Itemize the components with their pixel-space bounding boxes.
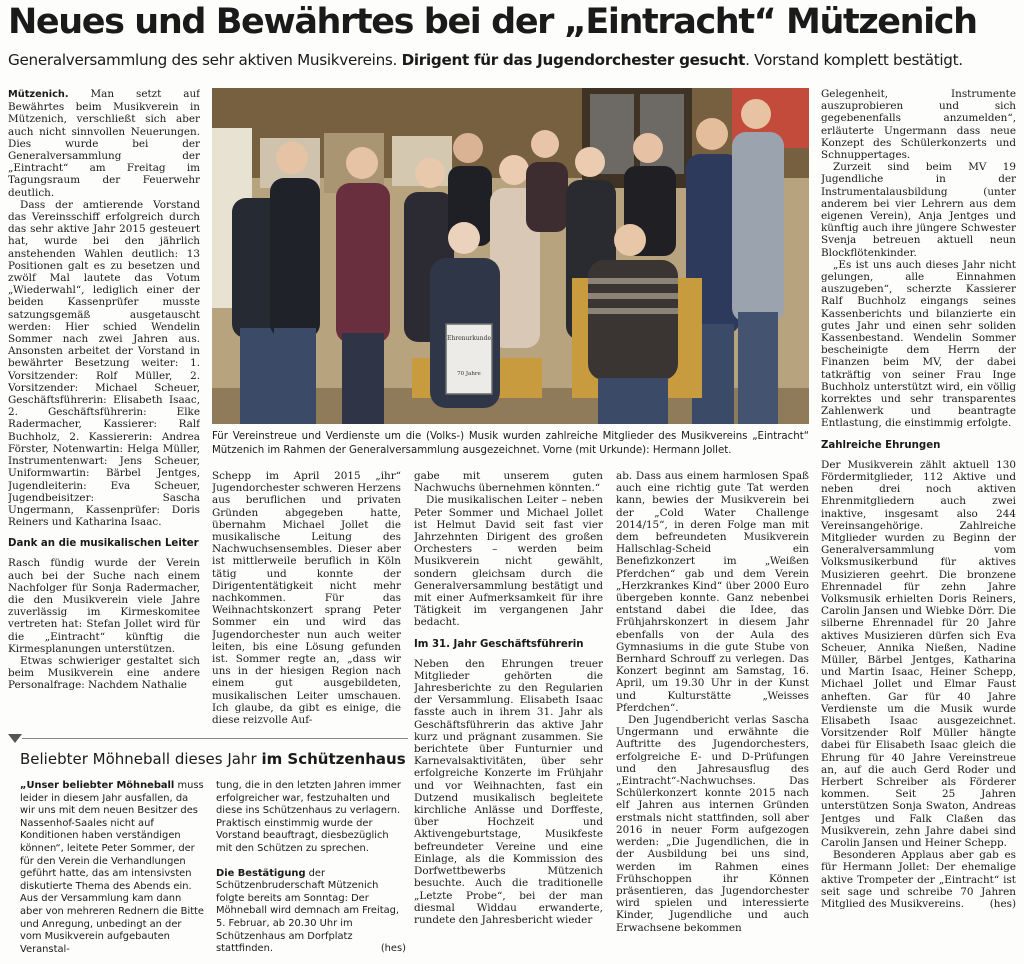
subheading: Zahlreiche Ehrungen (821, 439, 941, 451)
subheading: Dank an die musikalischen Leiter (8, 538, 199, 550)
info-box (8, 734, 408, 960)
paragraph: Schepp im April 2015 „ihr“ Jugendorchester schweren Herzens aus beruflichen und privaten Gründen abgegeben hatte, übernahm Michael Jollet die musikalische Leitung des Nachwuchsensembles. Dieser aber ist mittlerweile beruflich in Köln tätig und konnte der Dirigententätigkeit nicht mehr nachkommen. Für das Weihnachtskonzert sprang Peter Sommer ein und wird das Jugendorchester nun auch weiter leiten, bis eine Lösung gefunden ist. Sommer regte an, „dass wir uns in der hiesigen Region nach einem gut ausgebildeten, musikalischen Leiter umschauen. Ich glaube, da gibt es einige, die diese reizvolle Auf- (212, 470, 401, 726)
paragraph: Die musikalischen Leiter – neben Peter Sommer und Michael Jollet ist Helmut David seit fast vier Jahrzehnten Dirigent des großen Orchesters – werden beim Musikverein nicht gewählt, sondern gleichsam durch die Generalversammlung bestätigt und mit einer Aufmerksamkeit für ihre Tätigkeit im vergangenen Jahr bedacht. (414, 494, 603, 629)
paragraph: Etwas schwieriger gestaltet sich beim Musikverein eine andere Personalfrage: Nachdem Nathalie (8, 654, 200, 692)
paragraph: Gelegenheit, Instrumente auszuprobieren und sich gegebenenfalls anzumelden“, erläuterte Ungermann dass neue Konzept des Schülerkonzerts und Schnuppertages. (821, 88, 1016, 162)
box-title-part2: im Schützenhaus (261, 750, 406, 768)
box-column-1 (20, 780, 206, 956)
box-text: muss leider in diesem Jahr ausfallen, da wir uns mit dem neuen Besitzer des Nassenhof-Saales nicht auf Konditionen haben verständigen können“, leitete Peter Sommer, der für den Verein die Verhandlungen geführt hatte, das am intensivsten diskutierte Thema des Abends ein. Aus der Versammlung kam dann aber von mehreren Rednern die Bitte und Anregung, unbedingt an der vom Musikverein aufgebauten Veranstal- (20, 780, 205, 955)
group-photo-illustration (212, 88, 809, 424)
article-subtitle (8, 48, 1018, 72)
dateline: Mützenich. (8, 89, 69, 100)
subtitle-part3: . Vorstand komplett bestätigt. (745, 51, 963, 69)
group-photo (212, 88, 809, 424)
photo-caption: Für Vereinstreue und Verdienste um die (Volks-) Musik wurden zahlreiche Mitglieder des Musikvereins „Eintracht“ Mützenich im Rahmen der Generalversammlung ausgezeichnet. Vorne (mit Urkunde): Hermann Jollet. (212, 431, 809, 456)
box-paragraph (216, 868, 406, 956)
paragraph: Zurzeit sind beim MV 19 Jugendliche in der Instrumentalausbildung (unter anderem bei vier Lehrern aus dem eigenen Verein), Anja Jentges und künftig auch ihre jüngere Schwester Svenja betreuen aktuell neun Blockflötenkinder. (821, 161, 1016, 259)
column-5 (821, 88, 1016, 960)
column-4 (616, 470, 809, 960)
paragraph: Neben den Ehrungen treuer Mitglieder gehörten die Jahresberichte zu den Regularien der Versammlung. Elisabeth Isaac fasste auch in ihrem 31. Jahr als Geschäftsführerin das aktive Jahr kurz und prägnant zusammen. Sie berichtete über Funturnier und Karnevalsaktivitäten, über sehr erfolgreiche Konzerte im Frühjahr und vor Weihnachten, fast ein Dutzend musikalisch begleitete kirchliche Anlässe und Dorffeste, über Hochzeit und Aktivengeburtstage, Musikfeste befreundeter Vereine und eine Einlage, als die Kommission des Dorfwettbewerbs Mützenich besuchte. Auch die traditionelle „Letzte Probe“, bei der man diesmal Widdau erwanderte, rundete den Jahresbericht wieder (414, 657, 603, 926)
paragraph: ab. Dass aus einem harmlosen Spaß auch eine richtig gute Tat werden kann, bewies der Musikverein bei der „Cold Water Challenge 2014/15“, in deren Folge man mit dem befreundeten Musikverein Hallschlag-Scheid ein Benefizkonzert im „Weißen Pferdchen“ gab und dem Verein „Herzkrankes Kind“ über 2000 Euro übergeben konnte. Ganz nebenbei entstand dabei die Idee, das Frühjahrskonzert in diesem Jahr ebenfalls von der Aula des Gymnasiums in die gute Stube von Bernhard Schrouff zu verlegen. Das Konzert beginnt am Samstag, 16. April, um 19.30 Uhr in der Kunst und Kulturstätte „Weisses Pferdchen“. (616, 470, 809, 714)
triangle-marker-icon (8, 734, 22, 743)
paragraph: Rasch fündig wurde der Verein auch bei der Suche nach einem Nachfolger für Sonja Radermacher, die den Musikverein viele Jahre zuverlässig im Kirmeskomitee vertreten hat: Stefan Jollet wird für die „Eintracht“ künftig die Kirmesplanungen unterstützen. (8, 557, 200, 655)
box-paragraph: tung, die in den letzten Jahren immer erfolgreicher war, festzuhalten und diese ins Schützenhaus zu verlagern. Praktisch einstimmig wurde der Vorstand beauftragt, diesbezüglich mit den Schützen zu sprechen. (216, 780, 401, 854)
column-2 (212, 470, 401, 726)
paragraph (821, 849, 1016, 910)
certificate-years: 70 Jahre (457, 371, 481, 377)
paragraph (8, 88, 200, 199)
paragraph-text: Man setzt auf Bewährtes beim Musikverein in Mützenich, verschließt sich aber auch nicht sinnvollen Neuerungen. Dies wurde bei der Generalversammlung der „Eintracht“ am Freitag im Tagungsraum der Feuerwehr deutlich. (8, 88, 200, 199)
box-signature: (hes) (380, 943, 406, 955)
box-paragraph (20, 780, 206, 956)
box-title (20, 749, 408, 769)
column-1 (8, 88, 200, 728)
subtitle-part1: Generalversammlung des sehr aktiven Musikvereins. (8, 51, 402, 69)
paragraph: „Es ist uns auch dieses Jahr nicht gelungen, alle Einnahmen auszugeben“, scherzte Kassierer Ralf Buchholz eingangs seines Kassenberichts und bilanzierte ein gutes Jahr und einen sehr soliden Kassenbestand. Wendelin Sommer bescheinigte dem Herrn der Finanzen beim MV, der dabei tatkräftig von seiner Frau Inge Buchholz unterstützt wird, ein völlig korrektes und sehr transparentes Zahlenwerk und beantragte Entlastung, die einstimmig erfolgte. (821, 258, 1016, 430)
subtitle-part2: Dirigent für das Jugendorchester gesucht (401, 51, 746, 69)
paragraph: Der Musikverein zählt aktuell 130 Fördermitglieder, 112 Aktive und neben drei noch aktiven Ehrenmitgliedern auch zwei inaktive, insgesamt also 244 Vereinsangehörige. Zahlreiche Mitglieder wurden zu Beginn der Generalversammlung vom Volksmusikerbund für aktives Musizieren geehrt. Die bronzene Ehrennadel für zehn Jahre Volksmusik erhielten Doris Reiners, Carolin Jansen und Wiebke Dörr. Die silberne Ehrennadel für 20 Jahre aktives Musizieren dürfen sich Eva Scheuer, Annika Nießen, Nadine Müller, Bärbel Jentges, Katharina und Martin Isaac, Heiner Schepp, Michael Jollet und Elmar Faust anheften. Gar für 40 Jahre Verdienste um die Musik wurde Elisabeth Isaac ausgezeichnet. Vorsitzender Rolf Müller hängte dabei für Elisabeth Isaac gleich die Ehrung für 40 Jahre Vereinstreue an, auf die auch Gerd Roder und Herbert Schreiber als Förderer kommen. Seit 25 Jahren unterstützen Sonja Swaton, Andreas Jentges und Falk Claßen das Musikverein, zehn Jahre dabei sind Carolin Jansen und Heiner Schepp. (821, 458, 1016, 849)
subheading: Im 31. Jahr Geschäftsführerin (414, 638, 584, 650)
box-text: der Schützenbruderschaft Mützenich folgte bereits am Sonntag: Der Möhneball wird demnach am Freitag, 5. Februar, ab 20.30 Uhr im Schützenhaus am Dorfplatz stattfinden. (216, 867, 400, 955)
box-title-part1: Beliebter Möhneball dieses Jahr (20, 750, 262, 768)
paragraph-text: Besonderen Applaus aber gab es für Hermann Jollet: Der ehemalige aktive Trompeter der „Eintracht“ ist seit sage und schreibe 70 Jahren Mitglied des Musikvereins. (821, 849, 1016, 910)
column-3 (414, 470, 603, 960)
box-column-2 (216, 780, 406, 956)
certificate-title: Ehrenurkunde (446, 335, 492, 342)
author-signature: (hes) (989, 898, 1016, 910)
box-divider (22, 738, 408, 739)
box-lead: Die Bestätigung (216, 867, 306, 879)
paragraph: gabe mit unserem guten Nachwuchs übernehmen könnten.“ (414, 470, 603, 495)
box-lead: „Unser beliebter Möhneball (20, 780, 175, 791)
paragraph: Den Jugendbericht verlas Sascha Ungermann und erwähnte die Auftritte des Jugendorchesters, erfolgreiche E- und D-Prüfungen und den Jahresausflug des „Eintracht“-Nachwuchses. Das Schülerkonzert konnte 2015 nach elf Jahren aus internen Gründen erstmals nicht stattfinden, soll aber 2016 in neuer Form aufgezogen werden: „Die Jugendlichen, die in der Ausbildung bei uns sind, werden im Rahmen eines Frühschoppen ihr Können präsentieren, das Jugendorchester wird spielen und interessierte Kinder, Jugendliche und auch Erwachsene bekommen (616, 714, 809, 934)
paragraph: Dass der amtierende Vorstand das Vereinsschiff erfolgreich durch das sehr aktive Jahr 2015 gesteuert hat, wurde bei den jährlich anstehenden Wahlen deutlich: 13 Positionen galt es zu besetzen und zwölf Mal lautete das Votum „Wiederwahl“, lediglich einer der beiden Kassenprüfer musste satzungsgemäß ausgetauscht werden: Hier schied Wendelin Sommer nach zwei Jahren aus. Ansonsten arbeitet der Vorstand in bewährter Besetzung weiter: 1. Vorsitzender: Rolf Müller, 2. Vorsitzender: Michael Scheuer, Geschäftsführerin: Elisabeth Isaac, 2. Geschäftsführerin: Elke Radermacher, Kassierer: Ralf Buchholz, 2. Kassiererin: Andrea Förster, Notenwartin: Helga Müller, Instrumentenwart: Jens Scheuer, Uniformwartin: Bärbel Jentges, Jugendleiterin: Eva Scheuer, Jugendbeisitzer: Sascha Ungermann, Kassenprüfer: Doris Reiners und Katharina Isaac. (8, 198, 200, 529)
article-headline: Neues und Bewährtes bei der „Eintracht“ Mützenich (8, 2, 977, 42)
